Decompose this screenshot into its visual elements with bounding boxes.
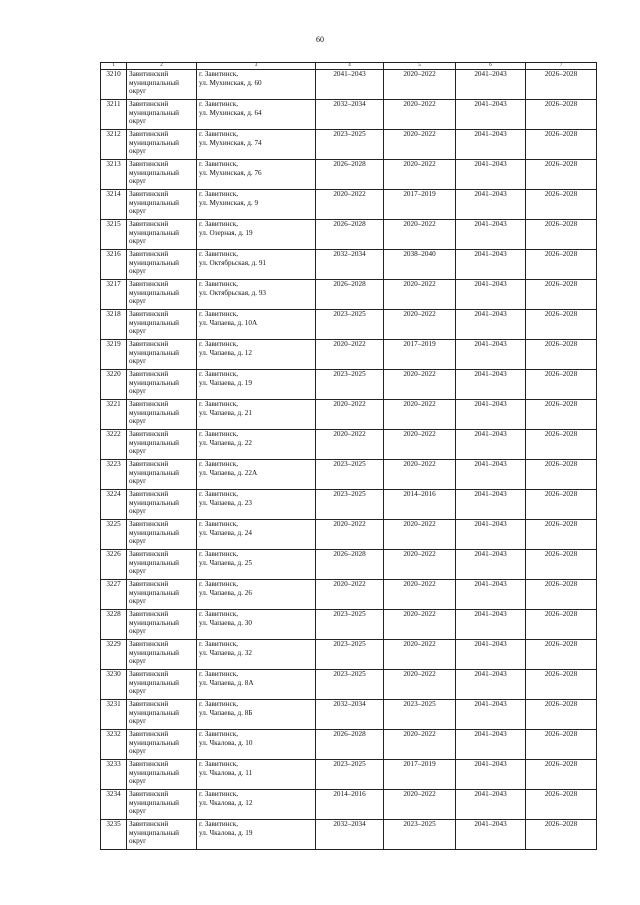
year-range-cell-col5: 2020–2022 xyxy=(384,460,456,490)
year-range-cell-col6: 2041–2043 xyxy=(456,250,526,280)
table-row xyxy=(101,70,597,100)
year-range-cell-col6: 2041–2043 xyxy=(456,100,526,130)
row-number-cell: 3235 xyxy=(101,820,127,850)
year-range-cell-col6: 2041–2043 xyxy=(456,730,526,760)
year-range-cell-col5: 2020–2022 xyxy=(384,550,456,580)
year-range-cell-col7: 2026–2028 xyxy=(526,580,597,610)
municipality-cell: Завитинский муниципальный округ xyxy=(127,550,197,580)
table-row xyxy=(101,280,597,310)
row-number-cell: 3219 xyxy=(101,340,127,370)
year-range-cell-col6: 2041–2043 xyxy=(456,790,526,820)
column-header: 4 xyxy=(316,63,384,70)
address-street: ул. Чкалова, д. 10 xyxy=(199,738,253,747)
row-number-cell: 3214 xyxy=(101,190,127,220)
address-city: г. Завитинск, xyxy=(199,550,239,558)
address-cell xyxy=(197,460,316,490)
year-range-cell-col6: 2041–2043 xyxy=(456,220,526,250)
address-city: г. Завитинск, xyxy=(199,370,239,378)
year-range-cell-col6: 2041–2043 xyxy=(456,520,526,550)
row-number-cell: 3216 xyxy=(101,250,127,280)
year-range-cell-col4: 2041–2043 xyxy=(316,70,384,100)
table-row xyxy=(101,430,597,460)
year-range-cell-col7: 2026–2028 xyxy=(526,70,597,100)
address-city: г. Завитинск, xyxy=(199,340,239,348)
address-street: ул. Чапаева, д. 24 xyxy=(199,528,252,537)
year-range-cell-col4: 2023–2025 xyxy=(316,370,384,400)
column-header: 2 xyxy=(127,63,197,70)
year-range-cell-col6: 2041–2043 xyxy=(456,550,526,580)
municipality-cell: Завитинский муниципальный округ xyxy=(127,190,197,220)
year-range-cell-col5: 2020–2022 xyxy=(384,220,456,250)
address-street: ул. Октябрьская, д. 93 xyxy=(199,288,267,297)
year-range-cell-col4: 2023–2025 xyxy=(316,640,384,670)
year-range-cell-col4: 2020–2022 xyxy=(316,340,384,370)
table-row xyxy=(101,670,597,700)
year-range-cell-col4: 2023–2025 xyxy=(316,490,384,520)
year-range-cell-col5: 2020–2022 xyxy=(384,310,456,340)
year-range-cell-col6: 2041–2043 xyxy=(456,610,526,640)
address-street: ул. Чкалова, д. 11 xyxy=(199,768,253,777)
row-number-cell: 3225 xyxy=(101,520,127,550)
municipality-cell: Завитинский муниципальный округ xyxy=(127,670,197,700)
address-city: г. Завитинск, xyxy=(199,400,239,408)
municipality-cell: Завитинский муниципальный округ xyxy=(127,730,197,760)
year-range-cell-col5: 2023–2025 xyxy=(384,820,456,850)
municipality-cell: Завитинский муниципальный округ xyxy=(127,160,197,190)
address-cell xyxy=(197,760,316,790)
table-row xyxy=(101,640,597,670)
row-number-cell: 3228 xyxy=(101,610,127,640)
year-range-cell-col6: 2041–2043 xyxy=(456,70,526,100)
municipality-cell: Завитинский муниципальный округ xyxy=(127,430,197,460)
address-city: г. Завитинск, xyxy=(199,130,239,138)
register-table xyxy=(100,62,597,850)
row-number-cell: 3210 xyxy=(101,70,127,100)
year-range-cell-col6: 2041–2043 xyxy=(456,340,526,370)
year-range-cell-col6: 2041–2043 xyxy=(456,400,526,430)
address-cell xyxy=(197,340,316,370)
year-range-cell-col4: 2020–2022 xyxy=(316,430,384,460)
table-row xyxy=(101,730,597,760)
table-row xyxy=(101,160,597,190)
table-row xyxy=(101,820,597,850)
table-row xyxy=(101,760,597,790)
year-range-cell-col7: 2026–2028 xyxy=(526,610,597,640)
column-header: 5 xyxy=(384,63,456,70)
year-range-cell-col5: 2020–2022 xyxy=(384,130,456,160)
year-range-cell-col6: 2041–2043 xyxy=(456,130,526,160)
municipality-cell: Завитинский муниципальный округ xyxy=(127,640,197,670)
year-range-cell-col6: 2041–2043 xyxy=(456,190,526,220)
row-number-cell: 3224 xyxy=(101,490,127,520)
row-number-cell: 3212 xyxy=(101,130,127,160)
address-city: г. Завитинск, xyxy=(199,250,239,258)
address-street: ул. Мухинская, д. 60 xyxy=(199,78,262,87)
address-street: ул. Чкалова, д. 12 xyxy=(199,798,253,807)
row-number-cell: 3226 xyxy=(101,550,127,580)
table-row xyxy=(101,220,597,250)
table-row xyxy=(101,700,597,730)
address-cell xyxy=(197,370,316,400)
year-range-cell-col4: 2020–2022 xyxy=(316,580,384,610)
address-street: ул. Чкалова, д. 19 xyxy=(199,828,253,837)
municipality-cell: Завитинский муниципальный округ xyxy=(127,370,197,400)
year-range-cell-col5: 2020–2022 xyxy=(384,160,456,190)
year-range-cell-col7: 2026–2028 xyxy=(526,370,597,400)
table-row xyxy=(101,250,597,280)
year-range-cell-col7: 2026–2028 xyxy=(526,250,597,280)
address-street: ул. Чапаева, д. 25 xyxy=(199,558,252,567)
table-row xyxy=(101,100,597,130)
row-number-cell: 3232 xyxy=(101,730,127,760)
year-range-cell-col5: 2017–2019 xyxy=(384,760,456,790)
municipality-cell: Завитинский муниципальный округ xyxy=(127,250,197,280)
year-range-cell-col7: 2026–2028 xyxy=(526,100,597,130)
address-street: ул. Мухинская, д. 64 xyxy=(199,108,262,117)
address-city: г. Завитинск, xyxy=(199,460,239,468)
address-city: г. Завитинск, xyxy=(199,190,239,198)
year-range-cell-col6: 2041–2043 xyxy=(456,160,526,190)
year-range-cell-col6: 2041–2043 xyxy=(456,580,526,610)
address-street: ул. Озерная, д. 19 xyxy=(199,228,253,237)
table-row xyxy=(101,310,597,340)
year-range-cell-col6: 2041–2043 xyxy=(456,640,526,670)
address-city: г. Завитинск, xyxy=(199,760,239,768)
municipality-cell: Завитинский муниципальный округ xyxy=(127,760,197,790)
year-range-cell-col6: 2041–2043 xyxy=(456,430,526,460)
address-city: г. Завитинск, xyxy=(199,790,239,798)
page-number: 60 xyxy=(316,35,324,44)
year-range-cell-col5: 2020–2022 xyxy=(384,670,456,700)
address-street: ул. Октябрьская, д. 91 xyxy=(199,258,267,267)
municipality-cell: Завитинский муниципальный округ xyxy=(127,100,197,130)
table-row xyxy=(101,610,597,640)
column-header: 7 xyxy=(526,63,597,70)
address-cell xyxy=(197,550,316,580)
column-header: 1 xyxy=(101,63,127,70)
year-range-cell-col4: 2023–2025 xyxy=(316,760,384,790)
address-cell xyxy=(197,310,316,340)
row-number-cell: 3234 xyxy=(101,790,127,820)
table-row xyxy=(101,370,597,400)
year-range-cell-col7: 2026–2028 xyxy=(526,130,597,160)
address-street: ул. Чапаева, д. 32 xyxy=(199,648,252,657)
year-range-cell-col4: 2032–2034 xyxy=(316,700,384,730)
municipality-cell: Завитинский муниципальный округ xyxy=(127,820,197,850)
year-range-cell-col7: 2026–2028 xyxy=(526,820,597,850)
address-street: ул. Чапаева, д. 10А xyxy=(199,318,258,327)
municipality-cell: Завитинский муниципальный округ xyxy=(127,280,197,310)
address-street: ул. Мухинская, д. 74 xyxy=(199,138,262,147)
address-cell xyxy=(197,220,316,250)
year-range-cell-col5: 2020–2022 xyxy=(384,280,456,310)
year-range-cell-col5: 2020–2022 xyxy=(384,370,456,400)
year-range-cell-col5: 2020–2022 xyxy=(384,610,456,640)
municipality-cell: Завитинский муниципальный округ xyxy=(127,520,197,550)
row-number-cell: 3230 xyxy=(101,670,127,700)
address-cell xyxy=(197,670,316,700)
year-range-cell-col5: 2017–2019 xyxy=(384,340,456,370)
address-cell xyxy=(197,580,316,610)
address-cell xyxy=(197,190,316,220)
table-row xyxy=(101,130,597,160)
year-range-cell-col7: 2026–2028 xyxy=(526,190,597,220)
address-city: г. Завитинск, xyxy=(199,820,239,828)
row-number-cell: 3211 xyxy=(101,100,127,130)
address-city: г. Завитинск, xyxy=(199,580,239,588)
year-range-cell-col4: 2020–2022 xyxy=(316,400,384,430)
year-range-cell-col5: 2023–2025 xyxy=(384,700,456,730)
row-number-cell: 3222 xyxy=(101,430,127,460)
year-range-cell-col6: 2041–2043 xyxy=(456,280,526,310)
address-cell xyxy=(197,730,316,760)
address-street: ул. Чапаева, д. 19 xyxy=(199,378,252,387)
address-street: ул. Чапаева, д. 22А xyxy=(199,468,258,477)
year-range-cell-col7: 2026–2028 xyxy=(526,640,597,670)
address-street: ул. Чапаева, д. 21 xyxy=(199,408,252,417)
address-city: г. Завитинск, xyxy=(199,670,239,678)
municipality-cell: Завитинский муниципальный округ xyxy=(127,220,197,250)
address-street: ул. Чапаева, д. 30 xyxy=(199,618,252,627)
year-range-cell-col7: 2026–2028 xyxy=(526,310,597,340)
address-cell xyxy=(197,70,316,100)
year-range-cell-col7: 2026–2028 xyxy=(526,790,597,820)
year-range-cell-col4: 2026–2028 xyxy=(316,280,384,310)
address-cell xyxy=(197,640,316,670)
year-range-cell-col7: 2026–2028 xyxy=(526,280,597,310)
year-range-cell-col5: 2020–2022 xyxy=(384,790,456,820)
year-range-cell-col4: 2026–2028 xyxy=(316,160,384,190)
year-range-cell-col6: 2041–2043 xyxy=(456,490,526,520)
year-range-cell-col5: 2020–2022 xyxy=(384,70,456,100)
address-cell xyxy=(197,160,316,190)
year-range-cell-col5: 2017–2019 xyxy=(384,190,456,220)
year-range-cell-col7: 2026–2028 xyxy=(526,550,597,580)
table-header xyxy=(101,63,597,70)
column-header: 6 xyxy=(456,63,526,70)
address-city: г. Завитинск, xyxy=(199,220,239,228)
year-range-cell-col5: 2020–2022 xyxy=(384,400,456,430)
municipality-cell: Завитинский муниципальный округ xyxy=(127,310,197,340)
year-range-cell-col6: 2041–2043 xyxy=(456,670,526,700)
year-range-cell-col7: 2026–2028 xyxy=(526,760,597,790)
address-city: г. Завитинск, xyxy=(199,640,239,648)
year-range-cell-col6: 2041–2043 xyxy=(456,760,526,790)
address-city: г. Завитинск, xyxy=(199,490,239,498)
year-range-cell-col7: 2026–2028 xyxy=(526,670,597,700)
address-city: г. Завитинск, xyxy=(199,280,239,288)
year-range-cell-col4: 2026–2028 xyxy=(316,550,384,580)
year-range-cell-col5: 2020–2022 xyxy=(384,640,456,670)
address-cell xyxy=(197,700,316,730)
header-row xyxy=(101,63,597,70)
year-range-cell-col4: 2023–2025 xyxy=(316,610,384,640)
municipality-cell: Завитинский муниципальный округ xyxy=(127,580,197,610)
column-header: 3 xyxy=(197,63,316,70)
year-range-cell-col7: 2026–2028 xyxy=(526,520,597,550)
year-range-cell-col5: 2020–2022 xyxy=(384,730,456,760)
row-number-cell: 3223 xyxy=(101,460,127,490)
year-range-cell-col5: 2020–2022 xyxy=(384,100,456,130)
address-city: г. Завитинск, xyxy=(199,70,239,78)
address-city: г. Завитинск, xyxy=(199,160,239,168)
row-number-cell: 3221 xyxy=(101,400,127,430)
address-cell xyxy=(197,250,316,280)
address-city: г. Завитинск, xyxy=(199,520,239,528)
table-row xyxy=(101,790,597,820)
address-cell xyxy=(197,430,316,460)
address-city: г. Завитинск, xyxy=(199,310,239,318)
row-number-cell: 3213 xyxy=(101,160,127,190)
address-street: ул. Чапаева, д. 22 xyxy=(199,438,252,447)
table-row xyxy=(101,340,597,370)
year-range-cell-col4: 2026–2028 xyxy=(316,730,384,760)
year-range-cell-col4: 2020–2022 xyxy=(316,190,384,220)
year-range-cell-col6: 2041–2043 xyxy=(456,460,526,490)
table-row xyxy=(101,520,597,550)
year-range-cell-col4: 2023–2025 xyxy=(316,310,384,340)
municipality-cell: Завитинский муниципальный округ xyxy=(127,490,197,520)
year-range-cell-col7: 2026–2028 xyxy=(526,460,597,490)
year-range-cell-col7: 2026–2028 xyxy=(526,490,597,520)
address-cell xyxy=(197,280,316,310)
row-number-cell: 3220 xyxy=(101,370,127,400)
year-range-cell-col7: 2026–2028 xyxy=(526,700,597,730)
address-city: г. Завитинск, xyxy=(199,700,239,708)
municipality-cell: Завитинский муниципальный округ xyxy=(127,790,197,820)
address-city: г. Завитинск, xyxy=(199,730,239,738)
row-number-cell: 3215 xyxy=(101,220,127,250)
year-range-cell-col4: 2014–2016 xyxy=(316,790,384,820)
address-cell xyxy=(197,490,316,520)
row-number-cell: 3229 xyxy=(101,640,127,670)
year-range-cell-col4: 2023–2025 xyxy=(316,670,384,700)
municipality-cell: Завитинский муниципальный округ xyxy=(127,340,197,370)
address-cell xyxy=(197,400,316,430)
year-range-cell-col7: 2026–2028 xyxy=(526,340,597,370)
row-number-cell: 3227 xyxy=(101,580,127,610)
table-row xyxy=(101,580,597,610)
year-range-cell-col6: 2041–2043 xyxy=(456,370,526,400)
year-range-cell-col5: 2038–2040 xyxy=(384,250,456,280)
address-city: г. Завитинск, xyxy=(199,430,239,438)
table-row xyxy=(101,550,597,580)
municipality-cell: Завитинский муниципальный округ xyxy=(127,70,197,100)
table-row xyxy=(101,490,597,520)
year-range-cell-col4: 2032–2034 xyxy=(316,820,384,850)
address-cell xyxy=(197,610,316,640)
municipality-cell: Завитинский муниципальный округ xyxy=(127,130,197,160)
year-range-cell-col4: 2020–2022 xyxy=(316,520,384,550)
year-range-cell-col7: 2026–2028 xyxy=(526,160,597,190)
row-number-cell: 3218 xyxy=(101,310,127,340)
table-body xyxy=(101,70,597,850)
address-street: ул. Чапаева, д. 26 xyxy=(199,588,252,597)
address-city: г. Завитинск, xyxy=(199,610,239,618)
address-cell xyxy=(197,790,316,820)
address-cell xyxy=(197,520,316,550)
address-city: г. Завитинск, xyxy=(199,100,239,108)
address-street: ул. Чапаева, д. 12 xyxy=(199,348,252,357)
year-range-cell-col4: 2026–2028 xyxy=(316,220,384,250)
year-range-cell-col6: 2041–2043 xyxy=(456,310,526,340)
municipality-cell: Завитинский муниципальный округ xyxy=(127,460,197,490)
year-range-cell-col5: 2020–2022 xyxy=(384,430,456,460)
year-range-cell-col5: 2020–2022 xyxy=(384,580,456,610)
address-street: ул. Мухинская, д. 9 xyxy=(199,198,259,207)
year-range-cell-col7: 2026–2028 xyxy=(526,730,597,760)
year-range-cell-col7: 2026–2028 xyxy=(526,400,597,430)
year-range-cell-col4: 2032–2034 xyxy=(316,250,384,280)
row-number-cell: 3233 xyxy=(101,760,127,790)
year-range-cell-col6: 2041–2043 xyxy=(456,820,526,850)
year-range-cell-col5: 2020–2022 xyxy=(384,520,456,550)
row-number-cell: 3217 xyxy=(101,280,127,310)
municipality-cell: Завитинский муниципальный округ xyxy=(127,610,197,640)
year-range-cell-col4: 2023–2025 xyxy=(316,130,384,160)
address-cell xyxy=(197,820,316,850)
address-cell xyxy=(197,130,316,160)
table-row xyxy=(101,400,597,430)
year-range-cell-col7: 2026–2028 xyxy=(526,220,597,250)
year-range-cell-col5: 2014–2016 xyxy=(384,490,456,520)
year-range-cell-col6: 2041–2043 xyxy=(456,700,526,730)
year-range-cell-col4: 2023–2025 xyxy=(316,460,384,490)
municipality-cell: Завитинский муниципальный округ xyxy=(127,700,197,730)
address-street: ул. Чапаева, д. 8А xyxy=(199,678,254,687)
table-row xyxy=(101,190,597,220)
year-range-cell-col7: 2026–2028 xyxy=(526,430,597,460)
municipality-cell: Завитинский муниципальный округ xyxy=(127,400,197,430)
address-cell xyxy=(197,100,316,130)
address-street: ул. Чапаева, д. 8Б xyxy=(199,708,253,717)
address-street: ул. Чапаева, д. 23 xyxy=(199,498,252,507)
table-row xyxy=(101,460,597,490)
year-range-cell-col4: 2032–2034 xyxy=(316,100,384,130)
row-number-cell: 3231 xyxy=(101,700,127,730)
address-street: ул. Мухинская, д. 76 xyxy=(199,168,262,177)
